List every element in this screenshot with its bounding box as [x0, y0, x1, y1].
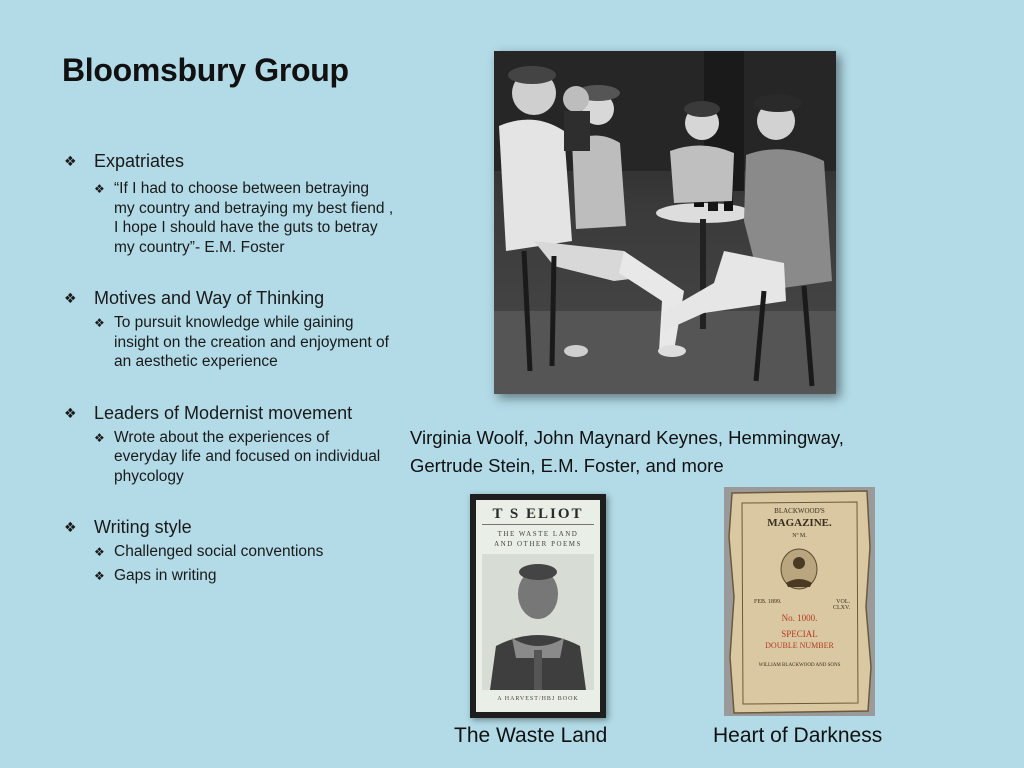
magazine-volume: VOL. CLXV. — [832, 599, 850, 611]
cover-rule — [482, 524, 594, 525]
diamond-bullet-icon: ❖ — [64, 404, 77, 421]
photo-caption — [410, 424, 970, 480]
bullet-list — [64, 150, 394, 585]
cover-panel — [476, 500, 600, 712]
bullet-motives — [64, 287, 394, 309]
sub-bullet-text: “If I had to choose between betraying my country and betraying my best fiend , I hope I should have the guts to betray my country”- E.M. Foster — [114, 180, 394, 256]
cover-subtitle-2: AND OTHER POEMS — [494, 540, 582, 548]
sub-bullet-text: Gaps in writing — [114, 566, 217, 584]
diamond-bullet-icon: ❖ — [94, 182, 105, 196]
magazine-special: SPECIAL — [781, 629, 818, 639]
caption-line-1: Virginia Woolf, John Maynard Keynes, Hemmingway, — [410, 427, 844, 448]
diamond-bullet-icon: ❖ — [94, 430, 105, 445]
bullet-text: Leaders of Modernist movement — [94, 402, 353, 423]
sub-bullet-text: To pursuit knowledge while gaining insight on the creation and enjoyment of an aesthetic experience — [114, 314, 389, 370]
group-photo-image — [494, 51, 836, 394]
sub-bullet-text: Challenged social conventions — [114, 543, 324, 560]
sub-bullet-foster-quote — [94, 179, 394, 257]
magazine-line-2: MAGAZINE. — [767, 517, 832, 529]
diamond-bullet-icon: ❖ — [64, 519, 77, 535]
waste-land-label: The Waste Land — [454, 724, 608, 747]
diamond-bullet-icon: ❖ — [64, 153, 77, 169]
eliot-portrait — [482, 554, 594, 690]
diamond-bullet-icon: ❖ — [94, 316, 105, 330]
cover-title: T S ELIOT — [492, 506, 584, 522]
diamond-bullet-icon: ❖ — [94, 545, 105, 559]
cover-footer: A HARVEST/HBJ BOOK — [497, 696, 579, 702]
bullet-text: Writing style — [94, 517, 192, 537]
magazine-date: FEB. 1899. — [754, 599, 782, 605]
bullet-text: Motives and Way of Thinking — [94, 288, 325, 308]
slide-title: Bloomsbury Group — [62, 52, 349, 88]
group-photo — [494, 51, 836, 394]
diamond-bullet-icon: ❖ — [94, 568, 105, 583]
bullet-writing-style — [64, 516, 394, 538]
magazine-publisher: WILLIAM BLACKWOOD AND SONS — [758, 663, 841, 668]
bullet-leaders — [64, 402, 394, 424]
sub-bullet-text: Wrote about the experiences of everyday life and focused on individual phycology — [114, 428, 381, 485]
magazine-line-1: BLACKWOOD'S — [774, 507, 825, 515]
heart-of-darkness-label: Heart of Darkness — [713, 724, 883, 747]
caption-line-2: Gertrude Stein, E.M. Foster, and more — [410, 455, 724, 476]
magazine-line-3: Nº M. — [792, 533, 807, 539]
sub-bullet-everyday-life — [94, 428, 394, 487]
cover-subtitle-1: THE WASTE LAND — [497, 530, 579, 538]
bullet-text: Expatriates — [94, 151, 185, 171]
blackwoods-magazine-cover — [724, 487, 875, 716]
waste-land-cover — [470, 494, 606, 718]
sub-bullet-knowledge — [94, 313, 394, 372]
sub-bullet-social-conventions — [94, 542, 394, 562]
magazine-double-number: DOUBLE NUMBER — [765, 641, 834, 650]
bullet-expatriates — [64, 150, 394, 172]
magazine-number: No. 1000. — [781, 613, 818, 623]
diamond-bullet-icon: ❖ — [64, 290, 77, 306]
sub-bullet-gaps — [94, 566, 394, 586]
